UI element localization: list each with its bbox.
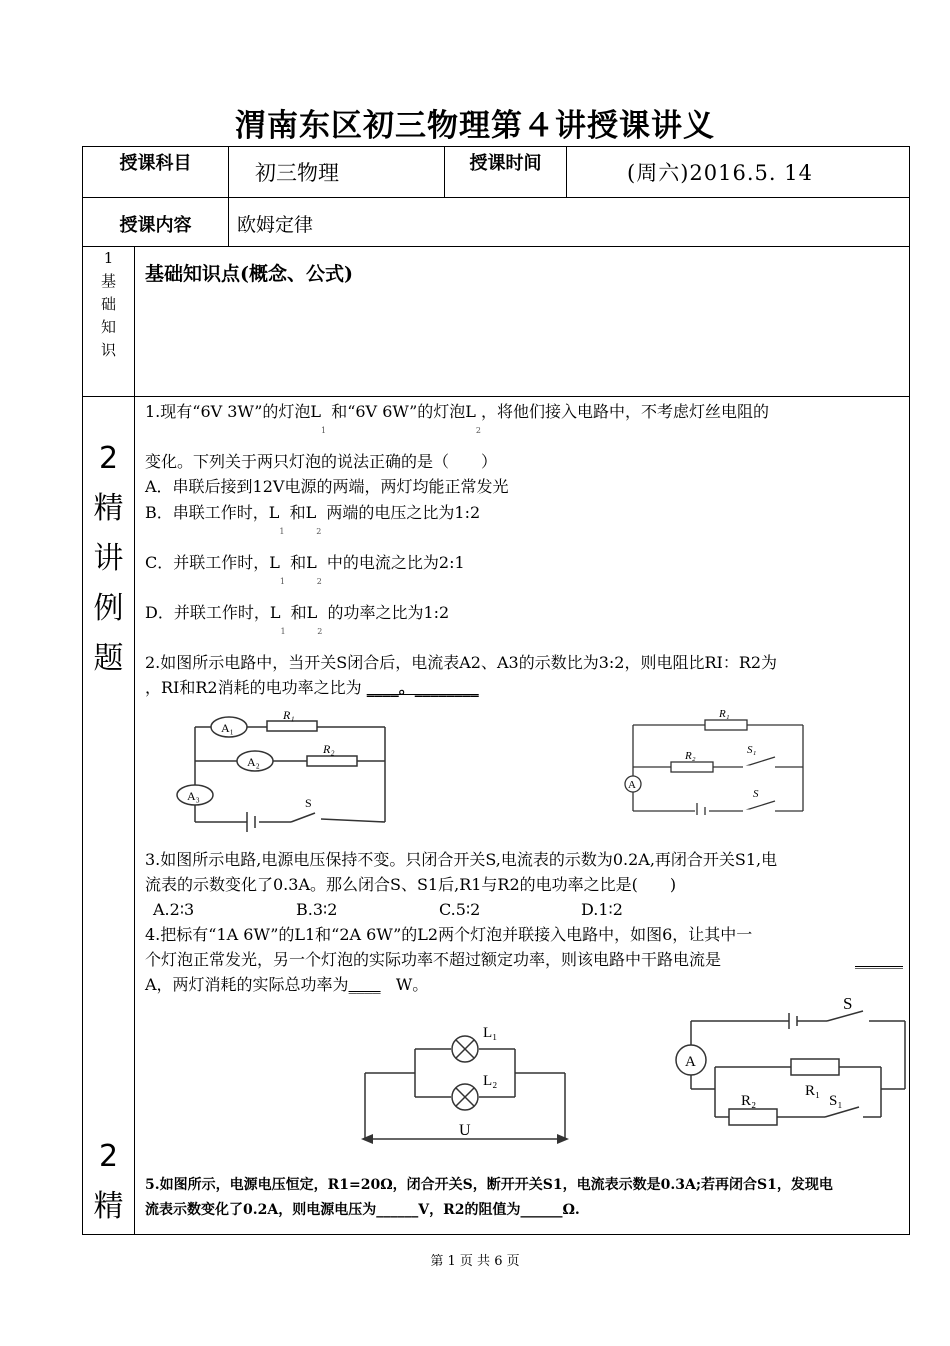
fig3-label-u: U <box>459 1122 471 1139</box>
circuit-figure-4 <box>665 995 915 1130</box>
fig2-label-s1: S₁ <box>747 744 757 756</box>
section2-side-number: 2 <box>98 1139 119 1174</box>
fig4-label-s1: S₁ <box>829 1093 843 1109</box>
question-2-blank: ____。________ <box>366 678 479 697</box>
fig3-label-l1: L₁ <box>483 1025 498 1041</box>
fig2-label-r2: R₂ <box>685 750 696 762</box>
question-3-option-a: A.2∶3 <box>153 900 195 919</box>
question-4-line-2: 个灯泡正常发光，另一个灯泡的实际功率不超过额定功率，则该电路中干路电流是 ______ <box>145 947 903 972</box>
fig1-label-a3: A₃ <box>187 789 200 803</box>
time-value-cell <box>567 147 910 198</box>
question-3-option-b: B.3∶2 <box>296 900 338 919</box>
fig1-label-a2: A₂ <box>247 755 260 769</box>
section1-side-char: 础 <box>100 295 116 313</box>
section1-heading: 基础知识点(概念、公式) <box>145 263 353 285</box>
question-3-option-d: D.1∶2 <box>581 900 623 919</box>
circuit-figure-1 <box>175 707 405 832</box>
section2-side-char: 例 <box>93 591 124 626</box>
question-1-option-a: A．串联后接到12V电源的两端，两灯均能正常发光 <box>145 477 509 496</box>
resistor-r2-icon <box>307 756 357 766</box>
section1-side <box>83 247 135 397</box>
fig1-label-a1: A₁ <box>221 721 234 735</box>
question-4-line-1: 4.把标有“1A 6W”的L1和“2A 6W”的L2两个灯泡并联接入电路中，如图6，让其中一 <box>145 925 753 944</box>
section1-side-char: 知 <box>100 318 116 336</box>
section2-side-number: 2 <box>98 441 119 476</box>
question-4-line-3: A，两灯消耗的实际总功率为____ W。 <box>145 975 429 994</box>
question-3-line-1: 3.如图所示电路,电源电压保持不变。只闭合开关S,电流表的示数为0.2A,再闭合开关S1,电 <box>145 850 778 869</box>
fig4-label-a: A <box>685 1054 696 1070</box>
content-label: 授课内容 <box>119 215 192 236</box>
resistor-r1-icon <box>267 721 317 731</box>
time-label-cell <box>445 147 567 198</box>
time-label: 授课时间 <box>469 153 542 174</box>
content-label-cell <box>83 198 229 247</box>
question-5-line-2: 流表示数变化了0.2A，则电源电压为______V，R2的阻值为______Ω. <box>145 1202 580 1218</box>
fig1-label-r1: R₁ <box>283 708 295 722</box>
section1-side-char: 识 <box>100 341 116 359</box>
question-5-line-1: 5.如图所示，电源电压恒定，R1=20Ω，闭合开关S，断开开关S1，电流表示数是0.3A;若再闭合S1，发现电 <box>145 1177 833 1193</box>
section2-side-char: 题 <box>93 641 124 676</box>
fig3-label-l2: L₂ <box>483 1073 498 1089</box>
question-3-option-c: C.5∶2 <box>439 900 481 919</box>
page-title: 渭南东区初三物理第４讲授课讲义 <box>235 108 715 144</box>
content-value-cell <box>229 198 910 247</box>
section2-body <box>135 397 910 1235</box>
question-3-line-2: 流表的示数变化了0.3A。那么闭合S、S1后,R1与R2的电功率之比是( ) <box>145 875 677 894</box>
section2-side-char: 精 <box>93 491 124 526</box>
fig1-label-r2: R₂ <box>323 742 335 756</box>
resistor-r2-icon <box>729 1109 777 1125</box>
section2-side <box>83 397 135 1235</box>
time-value: (周六)2016.5. 14 <box>627 161 813 185</box>
circuit-figure-3 <box>355 1009 600 1154</box>
fig2-label-s: S <box>753 788 759 800</box>
question-1-option-d: D．并联工作时，$L_1$ 和$L_2$ 的功率之比为1:2 <box>145 603 450 636</box>
subject-label-cell <box>83 147 229 198</box>
section1-side-number: 1 <box>103 249 114 267</box>
arrow-right-icon <box>557 1134 569 1144</box>
arrow-left-icon <box>361 1134 373 1144</box>
section1-side-char: 基 <box>100 272 116 290</box>
question-2-line-1: 2.如图所示电路中，当开关S闭合后，电流表A2、A3的示数比为3:2，则电阻比RI：R2为 <box>145 653 778 672</box>
subject-value: 初三物理 <box>255 161 339 185</box>
question-1-option-c: C．并联工作时，$L_1$ 和$L_2$ 中的电流之比为2:1 <box>145 553 465 586</box>
question-1-stem-cont: 变化。下列关于两只灯泡的说法正确的是（ ） <box>145 452 498 471</box>
question-2-line-2: ，RI和R2消耗的电功率之比为 ____。________ <box>145 678 479 697</box>
fig2-label-a: A <box>628 779 636 791</box>
circuit-figure-2 <box>615 707 815 815</box>
section2-side-char: 精 <box>93 1189 124 1224</box>
section2-side-char: 讲 <box>93 541 124 576</box>
fig2-label-r1: R₁ <box>719 708 730 720</box>
question-1-option-b: B．串联工作时，$L_1$ 和$L_2$ 两端的电压之比为1:2 <box>145 503 481 536</box>
content-value: 欧姆定律 <box>237 214 314 236</box>
subject-value-cell <box>229 147 445 198</box>
section1-body <box>135 247 910 397</box>
resistor-r1-icon <box>705 720 747 730</box>
question-1-stem: 1.现有“6V 3W”的灯泡$L_1$ 和“6V 6W”的灯泡$L_2$，将他们接入电路中，不考虑灯丝电阻的 <box>145 402 770 435</box>
fig4-label-s: S <box>843 995 853 1013</box>
fig4-label-r2: R₂ <box>741 1093 757 1109</box>
fig1-label-s: S <box>305 796 312 810</box>
resistor-r2-icon <box>671 762 713 772</box>
resistor-r1-icon <box>791 1059 839 1075</box>
question-4-blank-1: ______ <box>855 950 903 969</box>
page-footer: 第 1 页 共 6 页 <box>430 1254 520 1269</box>
subject-label: 授课科目 <box>119 153 192 174</box>
question-4-blank-2: ____ <box>348 975 381 994</box>
lesson-table <box>82 146 910 1235</box>
fig4-label-r1: R₁ <box>805 1083 821 1099</box>
